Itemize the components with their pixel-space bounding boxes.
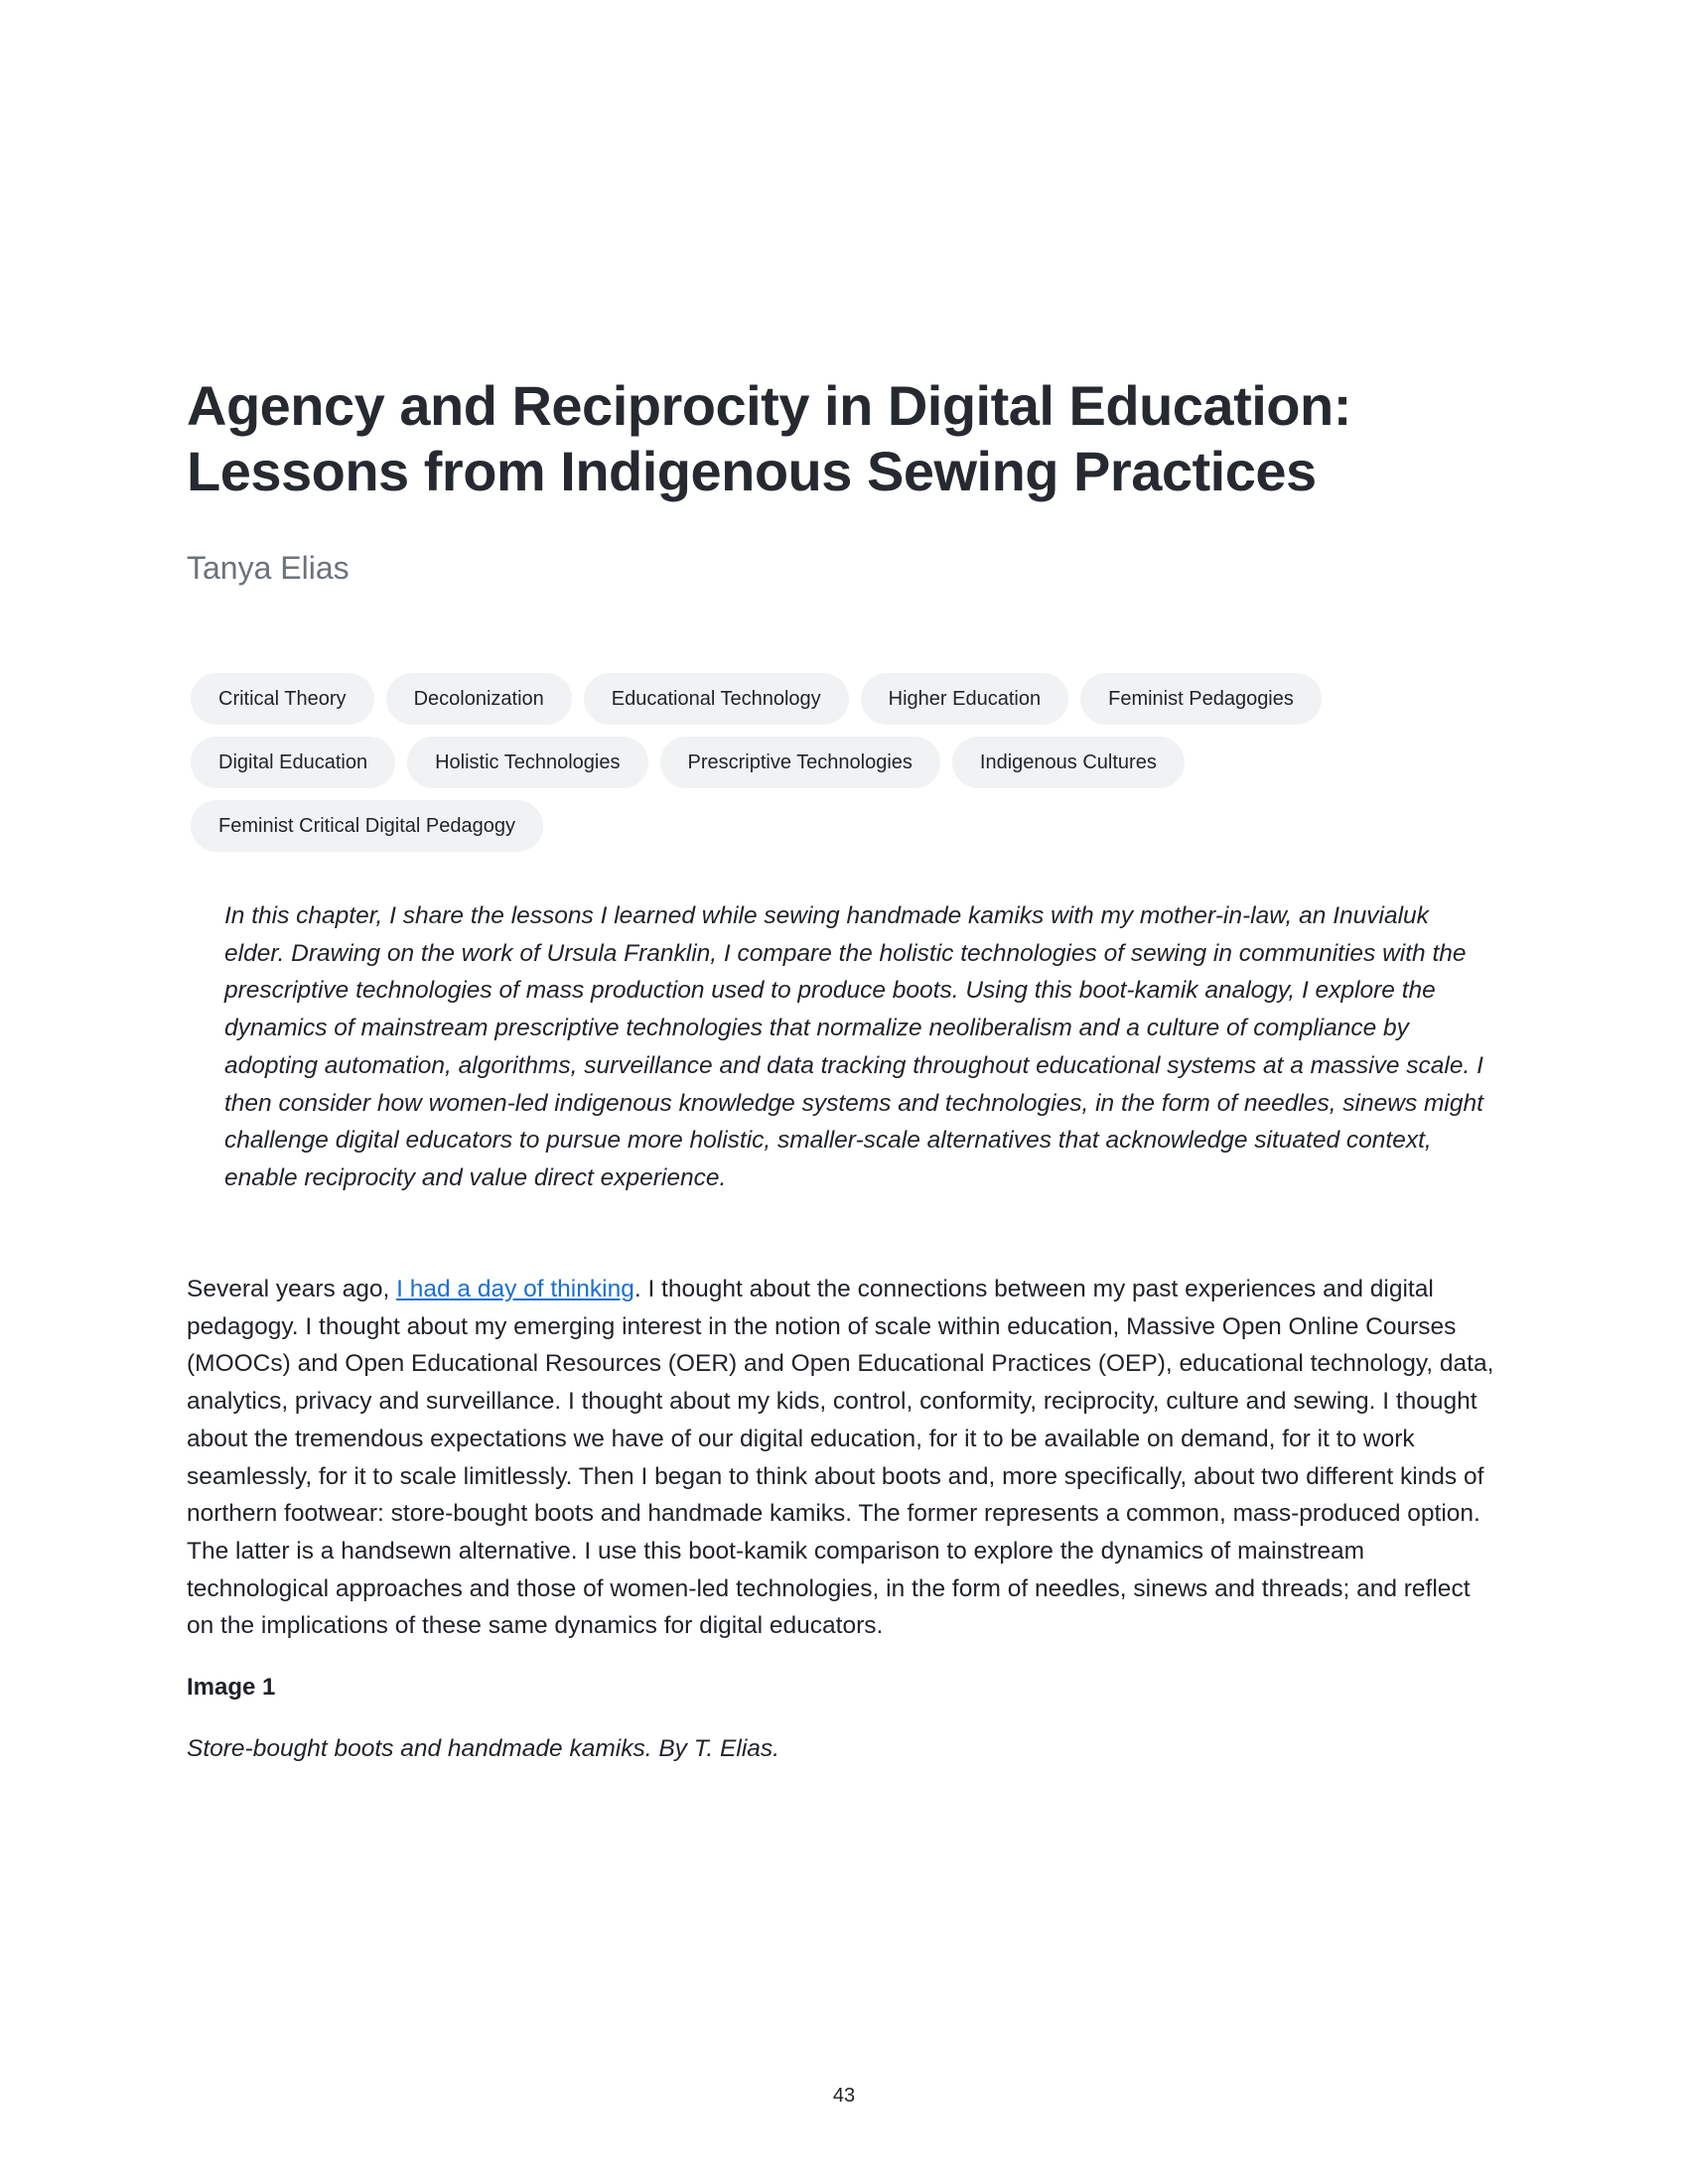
body-lead-text: Several years ago, (187, 1276, 397, 1302)
chapter-title-line-1: Agency and Reciprocity in Digital Education: (187, 374, 1351, 437)
tag-indigenous-cultures[interactable]: Indigenous Cultures (952, 737, 1185, 788)
body-rest-text: . I thought about the connections between my past experiences and digital pedagogy. I thought about my emerging interest in the notion of scale within education, Massive Open Online Courses (MOOCs) and Open Educational Resources (OER) and Open Educational Practices (OEP), educational technology, data, analytics, privacy and surveillance. I thought about my kids, control, conformity, reciprocity, culture and sewing. I thought about the tremendous expectations we have of our digital education, for it to be available on demand, for it to work seamlessly, for it to scale limitlessly. Then I began to think about boots and, more specifically, about two different kinds of northern footwear: store-bought boots and handmade kamiks. The former represents a common, mass-produced option. The latter is a handsewn alternative. I use this boot-kamik comparison to explore the dynamics of mainstream technological approaches and those of women-led technologies, in the form of needles, sinews and threads; and reflect on the implications of these same dynamics for digital educators. (187, 1276, 1494, 1640)
tag-feminist-critical-digital-pedagogy[interactable]: Feminist Critical Digital Pedagogy (191, 800, 543, 852)
tag-prescriptive-technologies[interactable]: Prescriptive Technologies (660, 737, 940, 788)
tag-feminist-pedagogies[interactable]: Feminist Pedagogies (1080, 673, 1322, 725)
chapter-author: Tanya Elias (187, 550, 350, 586)
tag-decolonization[interactable]: Decolonization (386, 673, 572, 725)
tag-educational-technology[interactable]: Educational Technology (584, 673, 849, 725)
chapter-title (187, 373, 1501, 504)
tag-holistic-technologies[interactable]: Holistic Technologies (407, 737, 647, 788)
day-of-thinking-link[interactable]: I had a day of thinking (396, 1276, 634, 1302)
tag-critical-theory[interactable]: Critical Theory (191, 673, 374, 725)
figure-caption: Store-bought boots and handmade kamiks. By T. Elias. (187, 1735, 779, 1762)
tag-digital-education[interactable]: Digital Education (191, 737, 395, 788)
tag-higher-education[interactable]: Higher Education (861, 673, 1068, 725)
page-number: 43 (832, 2085, 856, 2107)
chapter-title-line-2: Lessons from Indigenous Sewing Practices (187, 440, 1317, 502)
figure-label: Image 1 (187, 1674, 276, 1701)
body-paragraph (187, 1271, 1501, 1645)
chapter-abstract: In this chapter, I share the lessons I learned while sewing handmade kamiks with my mother-in-law, an Inuvialuk elder. Drawing on the work of Ursula Franklin, I compare the holistic technologies of sewing in communities with the prescriptive technologies of mass production used to produce boots. Using this boot-kamik analogy, I explore the dynamics of mainstream prescriptive technologies that normalize neoliberalism and a culture of compliance by adopting automation, algorithms, surveillance and data tracking throughout educational systems at a massive scale. I then consider how women-led indigenous knowledge systems and technologies, in the form of needles, sinews might challenge digital educators to pursue more holistic, smaller-scale alternatives that acknowledge situated context, enable reciprocity and value direct experience. (224, 902, 1483, 1191)
tag-list (191, 673, 1481, 852)
